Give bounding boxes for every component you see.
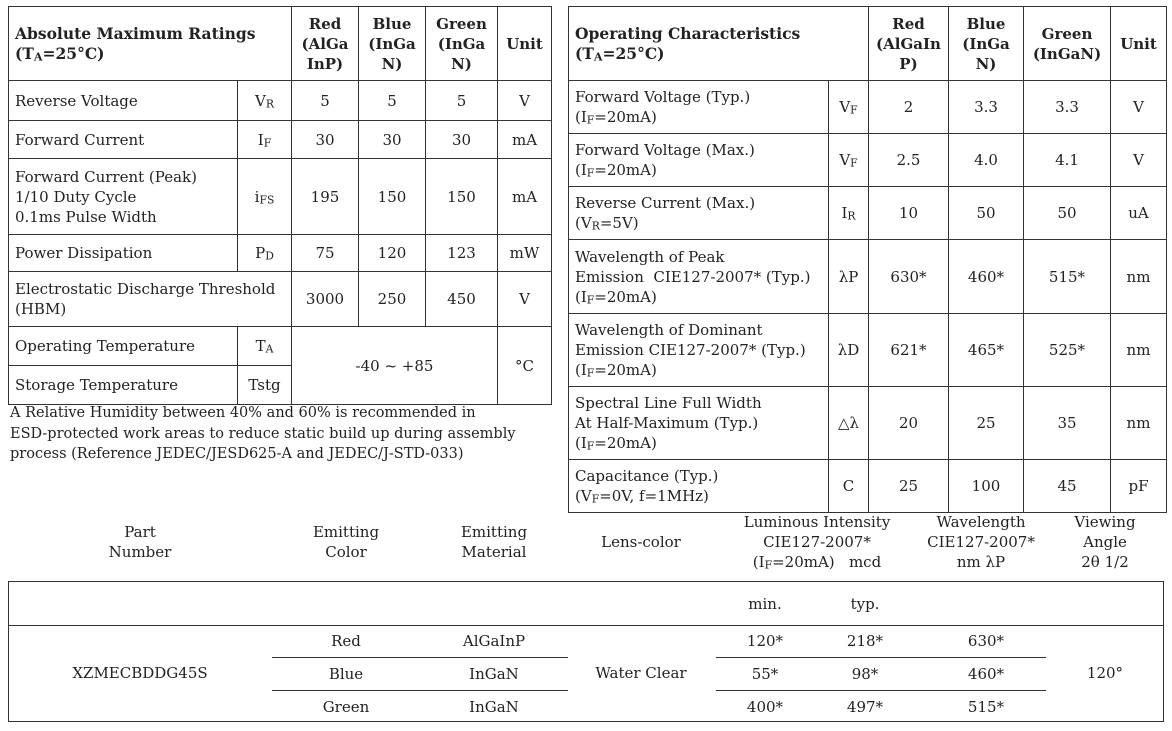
op-value-blue: 50 [949,187,1024,240]
op-symbol: C [829,460,869,513]
op-value-green: 515* [1024,240,1111,314]
op-symbol: $I_R$ [829,187,869,240]
op-row [569,314,1167,387]
op-value-blue: 100 [949,460,1024,513]
op-unit: uA [1111,187,1167,240]
abs-temp-range: -40 ~ +85 [292,327,498,405]
abs-value-red: 75 [292,235,359,272]
op-unit: V [1111,81,1167,134]
op-param: Wavelength of Peak Emission CIE127-2007* (Typ.) $(I_F=20mA)$ [569,240,829,314]
op-value-red: 630* [869,240,949,314]
part-table-row-divider [716,657,1046,658]
abs-param: Operating Temperature [9,327,238,366]
abs-row [9,121,552,159]
material-value: InGaN [469,665,519,683]
abs-value-blue: 150 [359,159,426,235]
min-value: 120* [746,632,784,650]
part-table-row-divider [272,690,568,691]
min-label: min. [748,595,782,613]
op-param: Forward Voltage (Typ.) $(I_F=20mA)$ [569,81,829,134]
op-unit: nm [1111,387,1167,460]
abs-param: Power Dissipation [9,235,238,272]
op-value-green: 4.1 [1024,134,1111,187]
abs-param: Forward Current (Peak) 1/10 Duty Cycle 0.1ms Pulse Width [9,159,238,235]
op-header-row [569,7,1167,81]
header-emitting-color: Emitting Color [312,523,380,561]
op-row [569,387,1167,460]
typ-value: 98* [851,665,879,683]
wavelength-value: 630* [967,632,1005,650]
material-value: AlGaInP [462,632,526,650]
abs-param: Reverse Voltage [9,81,238,121]
op-col-green: Green (InGaN) [1024,7,1111,81]
header-wavelength: Wavelength CIE127-2007* nm λP [927,513,1035,571]
abs-param: Forward Current [9,121,238,159]
abs-symbol: $T_A$ [238,327,292,366]
op-value-blue: 25 [949,387,1024,460]
wavelength-value: 515* [967,698,1005,716]
abs-value-blue: 30 [359,121,426,159]
part-table-row-divider [716,690,1046,691]
min-value: 400* [746,698,784,716]
op-value-red: 10 [869,187,949,240]
header-part-number: Part Number [108,523,172,561]
abs-value-blue: 120 [359,235,426,272]
op-value-blue: 4.0 [949,134,1024,187]
typ-value: 497* [846,698,884,716]
header-lens-color: Lens-color [601,533,681,551]
op-symbol: $V_F$ [829,81,869,134]
abs-col-green: Green (InGa N) [426,7,498,81]
abs-symbol: $i_{FS}$ [238,159,292,235]
abs-value-blue: 5 [359,81,426,121]
op-unit: V [1111,134,1167,187]
abs-symbol: $P_D$ [238,235,292,272]
abs-param: Electrostatic Discharge Threshold (HBM) [9,272,292,327]
op-value-green: 35 [1024,387,1111,460]
viewing-angle-value: 120° [1086,664,1124,682]
op-row [569,134,1167,187]
abs-title: Absolute Maximum Ratings [15,23,256,43]
abs-value-red: 5 [292,81,359,121]
op-title: Operating Characteristics [575,23,801,43]
abs-unit: V [498,81,552,121]
header-emitting-material: Emitting Material [460,523,528,561]
abs-condition: $(T_A=25^\circ C)$ [15,43,105,64]
lens-value: Water Clear [595,664,687,682]
color-value: Green [322,698,370,716]
op-unit: nm [1111,314,1167,387]
abs-value-red: 30 [292,121,359,159]
op-unit: nm [1111,240,1167,314]
abs-value-blue: 250 [359,272,426,327]
abs-row [9,235,552,272]
op-col-unit: Unit [1111,7,1167,81]
abs-unit: mW [498,235,552,272]
op-symbol: $V_F$ [829,134,869,187]
min-value: 55* [751,665,779,683]
op-value-blue: 3.3 [949,81,1024,134]
abs-unit: V [498,272,552,327]
color-value: Blue [328,665,364,683]
op-param: Forward Voltage (Max.) $(I_F=20mA)$ [569,134,829,187]
op-value-green: 45 [1024,460,1111,513]
op-condition: $(T_A=25^\circ C)$ [575,43,665,64]
abs-row [9,272,552,327]
op-value-green: 50 [1024,187,1111,240]
op-row [569,460,1167,513]
abs-title-cell [9,7,292,81]
op-value-red: 25 [869,460,949,513]
wavelength-value: 460* [967,665,1005,683]
abs-temp-unit: °C [498,327,552,405]
abs-col-red: Red (AlGa InP) [292,7,359,81]
abs-value-green: 450 [426,272,498,327]
part-table-header-divider [8,625,1164,626]
op-symbol: λD [829,314,869,387]
op-col-red: Red (AlGaIn P) [869,7,949,81]
op-value-blue: 465* [949,314,1024,387]
op-value-red: 2.5 [869,134,949,187]
op-col-blue: Blue (InGa N) [949,7,1024,81]
color-value: Red [331,632,361,650]
op-symbol: λP [829,240,869,314]
abs-symbol: $V_R$ [238,81,292,121]
op-value-blue: 460* [949,240,1024,314]
abs-value-green: 30 [426,121,498,159]
abs-symbol: Tstg [238,366,292,405]
material-value: InGaN [469,698,519,716]
op-row [569,81,1167,134]
abs-col-unit: Unit [498,7,552,81]
op-value-red: 621* [869,314,949,387]
op-value-green: 3.3 [1024,81,1111,134]
abs-value-red: 195 [292,159,359,235]
op-row [569,187,1167,240]
op-unit: pF [1111,460,1167,513]
op-row [569,240,1167,314]
abs-row [9,81,552,121]
abs-header-row [9,7,552,81]
header-luminous-intensity: Luminous Intensity CIE127-2007* $(I_F=20mA)$ mcd [743,513,891,572]
abs-value-green: 123 [426,235,498,272]
part-table-row-divider [272,657,568,658]
op-param: Wavelength of Dominant Emission CIE127-2007* (Typ.) $(I_F=20mA)$ [569,314,829,387]
abs-value-red: 3000 [292,272,359,327]
op-value-red: 2 [869,81,949,134]
abs-param: Storage Temperature [9,366,238,405]
op-param: Spectral Line Full Width At Half-Maximum (Typ.) $(I_F=20mA)$ [569,387,829,460]
op-param: Reverse Current (Max.) $(V_R=5V)$ [569,187,829,240]
abs-symbol: $I_F$ [238,121,292,159]
op-value-red: 20 [869,387,949,460]
op-value-green: 525* [1024,314,1111,387]
op-param: Capacitance (Typ.) ($V_F=0V$, f=1MHz) [569,460,829,513]
operating-characteristics-table [568,6,1167,513]
abs-unit: mA [498,121,552,159]
abs-row [9,159,552,235]
absolute-max-ratings-table [8,6,552,405]
op-symbol: △λ [829,387,869,460]
op-title-cell [569,7,869,81]
abs-value-green: 5 [426,81,498,121]
humidity-note: A Relative Humidity between 40% and 60% is recommended in ESD-protected work areas to reduce static build up during assembly process (Reference JEDEC/JESD625-A and JEDEC/J-STD-033) [10,405,516,462]
header-viewing-angle: Viewing Angle 2θ 1/2 [1074,513,1136,571]
part-number-value: XZMECBDDG45S [72,664,208,682]
abs-temp-row [9,327,552,366]
typ-value: 218* [846,632,884,650]
abs-col-blue: Blue (InGa N) [359,7,426,81]
abs-value-green: 150 [426,159,498,235]
typ-label: typ. [850,595,880,613]
abs-unit: mA [498,159,552,235]
